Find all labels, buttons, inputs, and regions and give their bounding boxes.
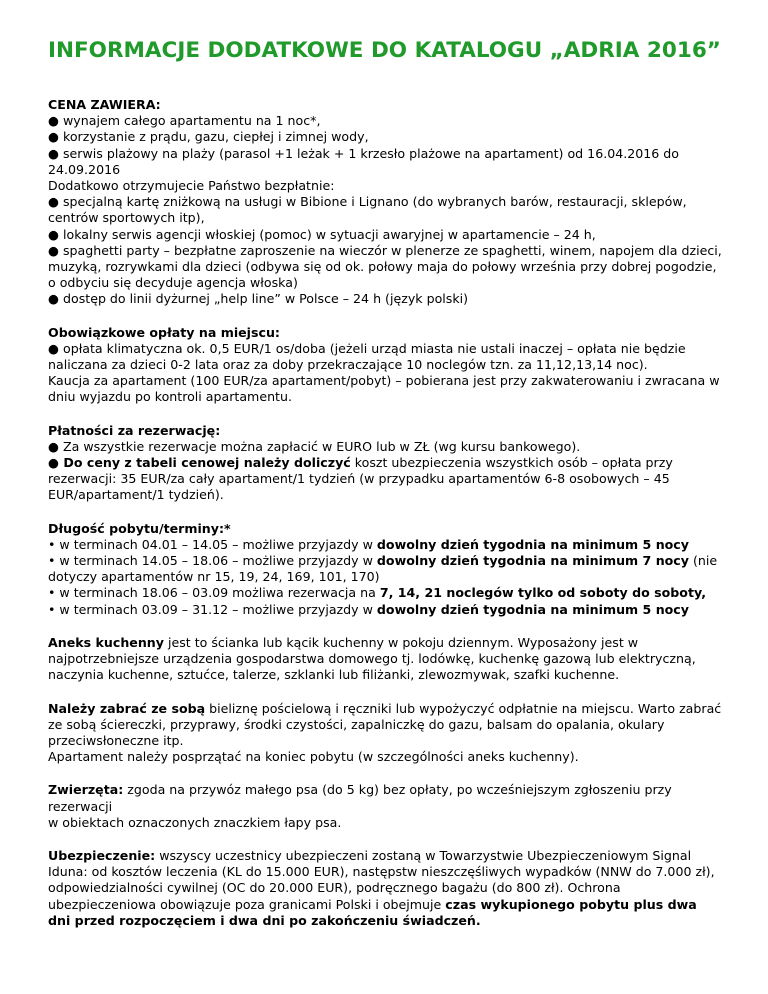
oplaty-line: Kaucja za apartament (100 EUR/za apartament/pobyt) – pobierana jest przy zakwaterowaniu i zwracana w dniu wyjazdu po kontroli apartamentu. xyxy=(48,373,720,405)
zwierzeta-line: w obiektach oznaczonych znaczkiem łapy psa. xyxy=(48,814,342,830)
cena-item: ● korzystanie z prądu, gazu, ciepłej i zimnej wody, xyxy=(48,129,369,145)
dlugosc-bold: dowolny dzień tygodnia na minimum 7 nocy xyxy=(376,553,689,569)
ubezpieczenie-paragraph xyxy=(48,848,722,929)
platnosci-line xyxy=(48,455,722,504)
ubezpieczenie-bold: Ubezpieczenie: xyxy=(48,847,156,863)
cena-extra: ● lokalny serwis agencji włoskiej (pomoc) w sytuacji awaryjnej w apartamencie – 24 h, xyxy=(48,226,596,242)
aneks-bold: Aneks kuchenny xyxy=(48,634,164,650)
zwierzeta-text: zgoda na przywóz małego psa (do 5 kg) bez opłaty, po wcześniejszym zgłoszeniu przy rezerwacji xyxy=(48,782,672,814)
dlugosc-line xyxy=(48,537,722,553)
zabrac-bold: Należy zabrać ze sobą xyxy=(48,700,206,716)
cena-item: ● serwis plażowy na plaży (parasol +1 leżak + 1 krzesło plażowe na apartament) od 16.04.2016 do 24.09.2016 xyxy=(48,145,679,177)
dlugosc-text: • w terminach 03.09 – 31.12 – możliwe przyjazdy w xyxy=(48,601,377,617)
page-title: INFORMACJE DODATKOWE DO KATALOGU „ADRIA 2016” xyxy=(48,38,721,63)
cena-heading: CENA ZAWIERA: xyxy=(48,97,161,112)
dlugosc-text: (nie dotyczy apartamentów nr 15, 19, 24, 169, 101, 170) xyxy=(48,553,718,585)
dlugosc-line xyxy=(48,585,722,601)
section-dlugosc xyxy=(48,521,722,618)
ubezpieczenie-text: wszyscy uczestnicy ubezpieczeni zostaną w Towarzystwie Ubezpieczeniowym Signal Iduna: od kosztów leczenia (KL do 15.000 EUR), następstw nieszczęśliwych wypadków (NNW do 7.000 zł), odpowiedzialności cywilnej (OC do 20.000 EUR), podręcznego bagażu (do 800 zł). Ochrona ubezpieczeniowa obowiązuje poza granicami Polski i obejmuje xyxy=(48,847,715,912)
dlugosc-line xyxy=(48,553,722,585)
dlugosc-bold: dowolny dzień tygodnia na minimum 5 nocy xyxy=(376,601,689,617)
zwierzeta-bold: Zwierzęta: xyxy=(48,782,124,798)
cena-extra: ● spaghetti party – bezpłatne zaproszenie na wieczór w plenerze ze spaghetti, winem, napojem dla dzieci, muzyką, rozrywkami dla dzieci (odbywa się od ok. połowy maja do połowy września przy dobrej pogodzie, o odbyciu się decyduje agencja włoska) xyxy=(48,242,722,291)
zabrac-text: bieliznę pościelową i ręczniki lub wypożyczyć odpłatnie na miejscu. Warto zabrać ze sobą ściereczki, przyprawy, środki czystości, zapalniczkę do gazu, balsam do opalania, okulary przeciwsłoneczne itp. xyxy=(48,700,722,748)
platnosci-heading: Płatności za rezerwację: xyxy=(48,422,221,438)
zabrac-line: Apartament należy posprzątać na koniec pobytu (w szczególności aneks kuchenny). xyxy=(48,749,579,765)
platnosci-text: koszt ubezpieczenia wszystkich osób – opłata przy rezerwacji: 35 EUR/za cały apartament/1 tydzień (w przypadku apartamentów 6-8 osobowych – 45 EUR/apartament/1 tydzień). xyxy=(48,455,673,503)
section-zwierzeta xyxy=(48,782,722,831)
dlugosc-bold: 7, 14, 21 noclegów tylko od soboty do soboty, xyxy=(379,585,706,601)
dlugosc-heading: Długość pobytu/terminy:* xyxy=(48,520,231,536)
section-cena xyxy=(48,97,722,308)
cena-extra: ● specjalną kartę zniżkową na usługi w Bibione i Lignano (do wybranych barów, restauracji, sklepów, centrów sportowych itp), xyxy=(48,194,687,226)
zabrac-paragraph xyxy=(48,701,722,750)
dlugosc-bold: dowolny dzień tygodnia na minimum 5 nocy xyxy=(376,536,689,552)
section-platnosci xyxy=(48,423,722,504)
dlugosc-text: • w terminach 18.06 – 03.09 możliwa rezerwacja na xyxy=(48,585,380,601)
platnosci-bold: ● Do ceny z tabeli cenowej należy doliczyć xyxy=(48,455,351,471)
section-aneks xyxy=(48,635,722,684)
ubezpieczenie-bold-end: czas wykupionego pobytu plus dwa dni przed rozpoczęciem i dwa dni po zakończeniu świadczeń. xyxy=(48,896,697,928)
dlugosc-text: • w terminach 04.01 – 14.05 – możliwe przyjazdy w xyxy=(48,536,377,552)
aneks-text: jest to ścianka lub kącik kuchenny w pokoju dziennym. Wyposażony jest w najpotrzebniejsze urządzenia gospodarstwa domowego tj. lodówkę, kuchenkę gazową lub elektryczną, naczynia kuchenne, sztućce, talerze, szklanki lub filiżanki, zlewozmywak, szafki kuchenne. xyxy=(48,634,696,683)
section-ubezpieczenie xyxy=(48,848,722,929)
platnosci-line: ● Za wszystkie rezerwacje można zapłacić w EURO lub w ZŁ (wg kursu bankowego). xyxy=(48,438,581,454)
cena-item: ● wynajem całego apartamentu na 1 noc*, xyxy=(48,113,321,129)
section-zabrac xyxy=(48,701,722,766)
section-oplaty xyxy=(48,325,722,406)
oplaty-line: ● opłata klimatyczna ok. 0,5 EUR/1 os/doba (jeżeli urząd miasta nie ustali inaczej – opłata nie będzie naliczana za dzieci 0-2 lata oraz za doby przekraczające 10 noclegów tzn. za 11,12,13,14 noc). xyxy=(48,340,686,373)
dlugosc-text: • w terminach 14.05 – 18.06 – możliwe przyjazdy w xyxy=(48,553,377,569)
oplaty-heading: Obowiązkowe opłaty na miejscu: xyxy=(48,324,280,340)
dlugosc-line xyxy=(48,602,722,618)
zwierzeta-paragraph xyxy=(48,782,722,814)
aneks-paragraph xyxy=(48,635,722,684)
cena-extra: ● dostęp do linii dyżurnej „help line” w Polsce – 24 h (język polski) xyxy=(48,291,469,307)
cena-extra-intro: Dodatkowo otrzymujecie Państwo bezpłatnie: xyxy=(48,178,335,194)
